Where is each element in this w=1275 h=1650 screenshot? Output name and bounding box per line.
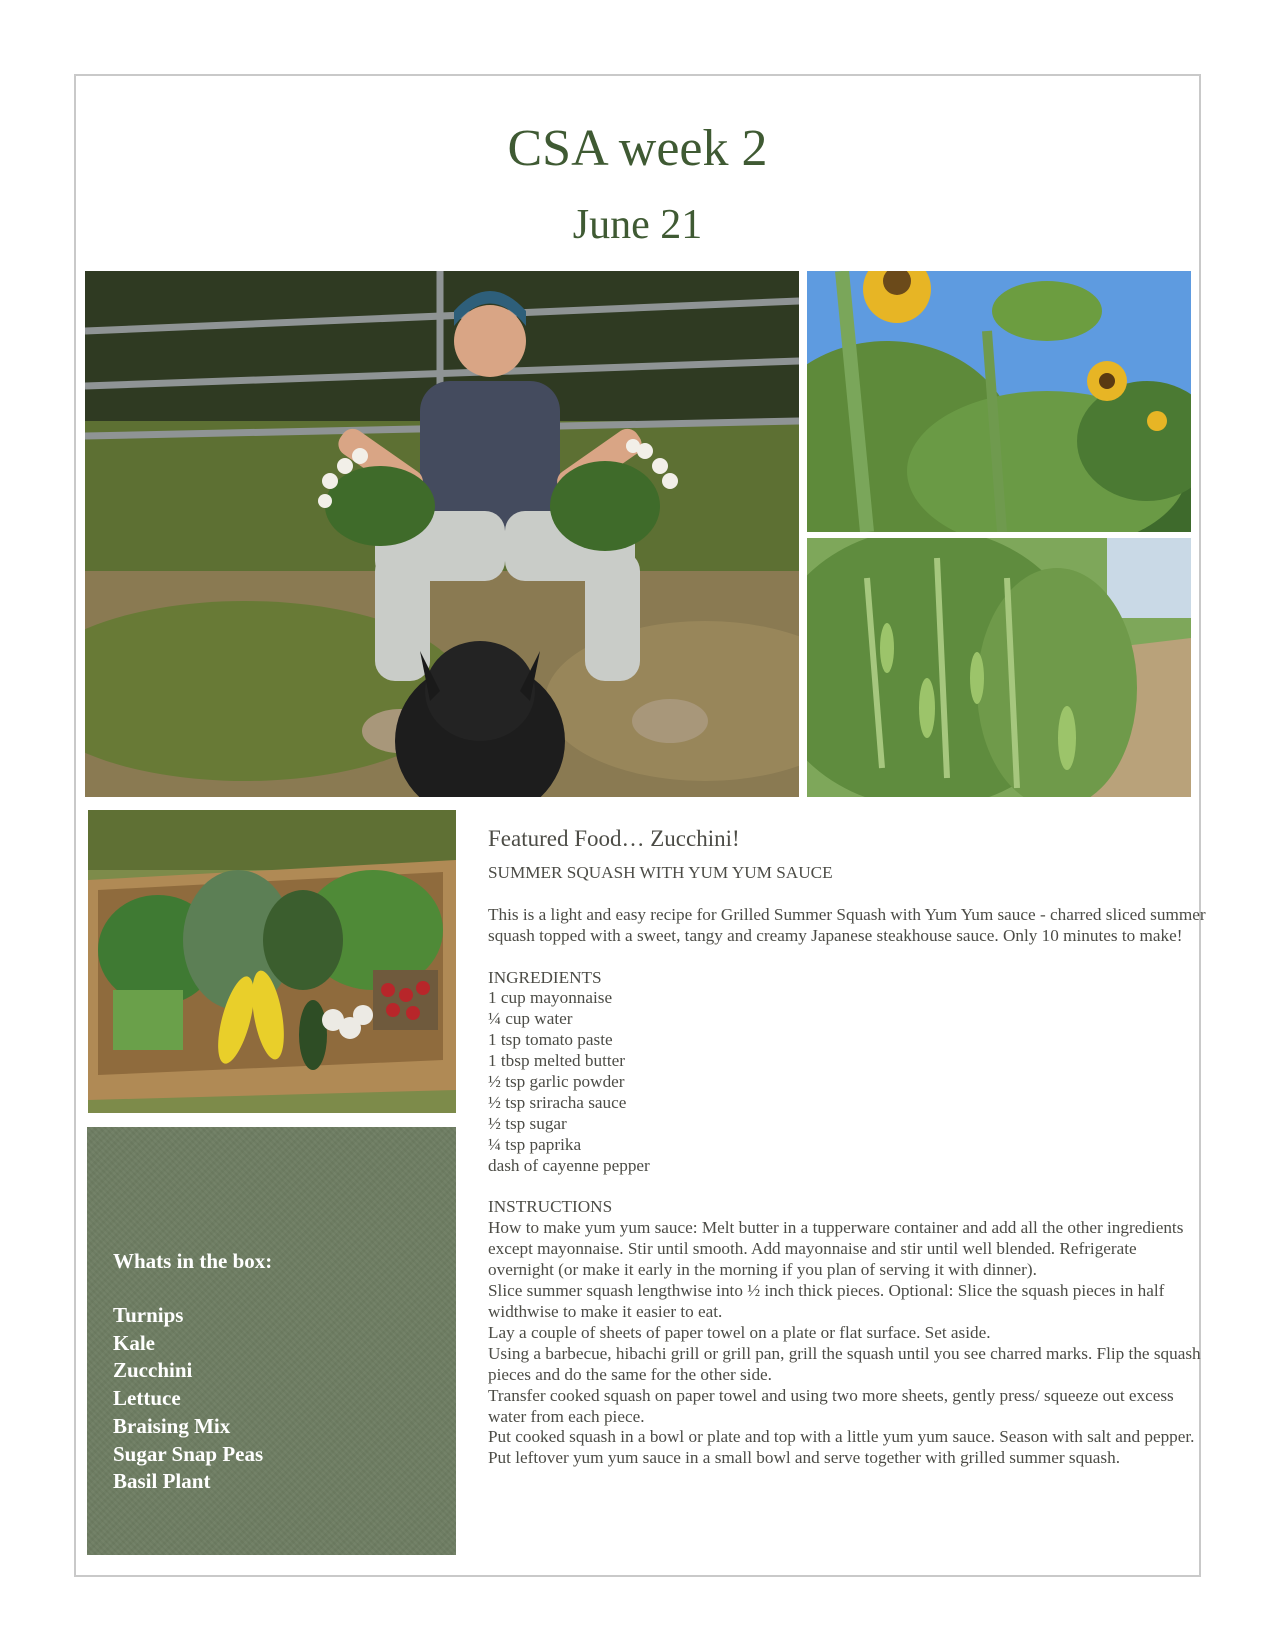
featured-food-heading: Featured Food… Zucchini! <box>488 826 740 851</box>
box-item: Basil Plant <box>113 1469 211 1494</box>
box-item: Lettuce <box>113 1386 181 1411</box>
instruction-step: Slice summer squash lengthwise into ½ inch thick pieces. Optional: Slice the squash pieces in half widthwise to make it easier to eat. <box>488 1281 1165 1321</box>
snap-peas-photo <box>807 538 1191 797</box>
csa-box-basket-photo <box>88 810 456 1113</box>
box-item: Zucchini <box>113 1358 193 1383</box>
instruction-step: Lay a couple of sheets of paper towel on a plate or flat surface. Set aside. <box>488 1322 991 1342</box>
ingredient-item: 1 tbsp melted butter <box>488 1051 625 1071</box>
box-contents-panel <box>87 1127 456 1555</box>
box-item: Kale <box>113 1330 155 1355</box>
instruction-step: How to make yum yum sauce: Melt butter in a tupperware container and add all the other ingredients except mayonnaise. Stir until smooth. Add mayonnaise and stir until well blended. Refrigerate overnight (or make it early in the morning if you plan of serving it with dinner). <box>488 1218 1184 1280</box>
ingredient-item: 1 tsp tomato paste <box>488 1030 613 1050</box>
page-date: June 21 <box>572 202 703 248</box>
ingredient-item: dash of cayenne pepper <box>488 1155 650 1175</box>
ingredient-item: 1 cup mayonnaise <box>488 988 613 1008</box>
recipe-title: SUMMER SQUASH WITH YUM YUM SAUCE <box>488 863 833 882</box>
ingredients-list <box>488 988 1206 1176</box>
box-contents-heading: Whats in the box: <box>113 1249 273 1273</box>
recipe-section <box>488 824 1206 1469</box>
ingredient-item: ¼ cup water <box>488 1009 573 1029</box>
box-contents-list <box>113 1302 263 1496</box>
recipe-intro: This is a light and easy recipe for Grilled Summer Squash with Yum Yum sauce - charred sliced summer squash topped with a sweet, tangy and creamy Japanese steakhouse sauce. Only 10 minutes to make! <box>488 904 1206 945</box>
instruction-step: Using a barbecue, hibachi grill or grill pan, grill the squash until you see charred marks. Flip the squash pieces and do the same for the other side. <box>488 1343 1201 1384</box>
box-item: Turnips <box>113 1303 184 1327</box>
sunflowers-photo <box>807 271 1191 532</box>
farmer-with-turnips-photo <box>85 271 799 797</box>
box-item: Braising Mix <box>113 1413 231 1438</box>
ingredient-item: ½ tsp sriracha sauce <box>488 1092 627 1112</box>
ingredient-item: ½ tsp garlic powder <box>488 1072 625 1092</box>
box-item: Sugar Snap Peas <box>113 1441 264 1466</box>
instruction-step: Transfer cooked squash on paper towel and using two more sheets, gently press/ squeeze out excess water from each piece. <box>488 1385 1174 1426</box>
ingredient-item: ¼ tsp paprika <box>488 1134 582 1154</box>
instructions-list <box>488 1218 1206 1469</box>
ingredient-item: ½ tsp sugar <box>488 1113 567 1133</box>
page-title: CSA week 2 <box>507 120 768 177</box>
instruction-step: Put cooked squash in a bowl or plate and top with a little yum yum sauce. Season with salt and pepper. Put leftover yum yum sauce in a small bowl and serve together with grilled summer squash. <box>488 1427 1195 1468</box>
ingredients-heading: INGREDIENTS <box>488 967 602 987</box>
instructions-heading: INSTRUCTIONS <box>488 1197 613 1217</box>
